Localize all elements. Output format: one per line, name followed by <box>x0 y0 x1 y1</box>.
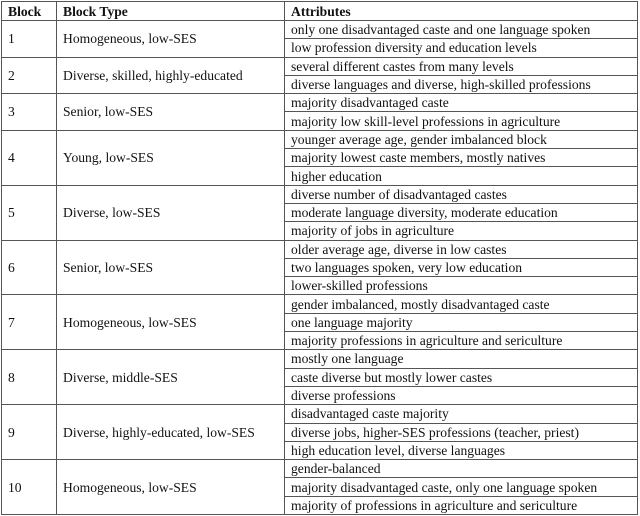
block-number: 1 <box>2 21 57 58</box>
attribute-cell: diverse languages and diverse, high-skilled professions <box>285 75 638 93</box>
attribute-cell: gender imbalanced, mostly disadvantaged caste <box>285 295 638 313</box>
table-row <box>2 21 638 39</box>
table-row <box>2 94 638 112</box>
table-body <box>2 21 638 515</box>
block-type: Homogeneous, low-SES <box>57 295 285 350</box>
block-type: Senior, low-SES <box>57 94 285 131</box>
block-number: 7 <box>2 295 57 350</box>
attribute-cell: majority disadvantaged caste <box>285 94 638 112</box>
block-number: 4 <box>2 130 57 185</box>
block-type: Diverse, middle-SES <box>57 350 285 405</box>
block-number: 6 <box>2 240 57 295</box>
table-row <box>2 460 638 478</box>
attribute-cell: two languages spoken, very low education <box>285 258 638 276</box>
block-number: 2 <box>2 57 57 94</box>
block-type: Senior, low-SES <box>57 240 285 295</box>
attribute-cell: several different castes from many levels <box>285 57 638 75</box>
attribute-cell: majority of professions in agriculture and sericulture <box>285 496 638 514</box>
attribute-cell: disadvantaged caste majority <box>285 405 638 423</box>
table-row <box>2 240 638 258</box>
block-type: Diverse, skilled, highly-educated <box>57 57 285 94</box>
header-row <box>2 2 638 21</box>
attribute-cell: higher education <box>285 167 638 185</box>
attribute-cell: majority low skill-level professions in agriculture <box>285 112 638 130</box>
attribute-cell: majority disadvantaged caste, only one language spoken <box>285 478 638 496</box>
block-type: Young, low-SES <box>57 130 285 185</box>
attribute-cell: caste diverse but mostly lower castes <box>285 368 638 386</box>
block-type: Diverse, highly-educated, low-SES <box>57 405 285 460</box>
block-type: Homogeneous, low-SES <box>57 460 285 515</box>
attribute-cell: mostly one language <box>285 350 638 368</box>
attribute-cell: older average age, diverse in low castes <box>285 240 638 258</box>
table-row <box>2 185 638 203</box>
table-row <box>2 405 638 423</box>
block-type: Homogeneous, low-SES <box>57 21 285 58</box>
block-number: 10 <box>2 460 57 515</box>
block-type: Diverse, low-SES <box>57 185 285 240</box>
block-number: 9 <box>2 405 57 460</box>
header-attributes: Attributes <box>285 2 638 21</box>
attribute-cell: low profession diversity and education levels <box>285 39 638 57</box>
attribute-cell: majority lowest caste members, mostly natives <box>285 149 638 167</box>
attribute-cell: high education level, diverse languages <box>285 441 638 459</box>
attribute-cell: diverse jobs, higher-SES professions (teacher, priest) <box>285 423 638 441</box>
block-attributes-table <box>1 1 638 515</box>
table-row <box>2 130 638 148</box>
attribute-cell: majority of jobs in agriculture <box>285 222 638 240</box>
attribute-cell: diverse professions <box>285 386 638 404</box>
header-block: Block <box>2 2 57 21</box>
attribute-cell: majority professions in agriculture and sericulture <box>285 332 638 350</box>
block-number: 5 <box>2 185 57 240</box>
attribute-cell: diverse number of disadvantaged castes <box>285 185 638 203</box>
attribute-cell: lower-skilled professions <box>285 277 638 295</box>
table-row <box>2 295 638 313</box>
block-number: 8 <box>2 350 57 405</box>
table-row <box>2 350 638 368</box>
attribute-cell: moderate language diversity, moderate education <box>285 203 638 221</box>
attribute-cell: one language majority <box>285 313 638 331</box>
block-number: 3 <box>2 94 57 131</box>
attribute-cell: gender-balanced <box>285 460 638 478</box>
header-block-type: Block Type <box>57 2 285 21</box>
attribute-cell: only one disadvantaged caste and one language spoken <box>285 21 638 39</box>
attribute-cell: younger average age, gender imbalanced block <box>285 130 638 148</box>
table-row <box>2 57 638 75</box>
